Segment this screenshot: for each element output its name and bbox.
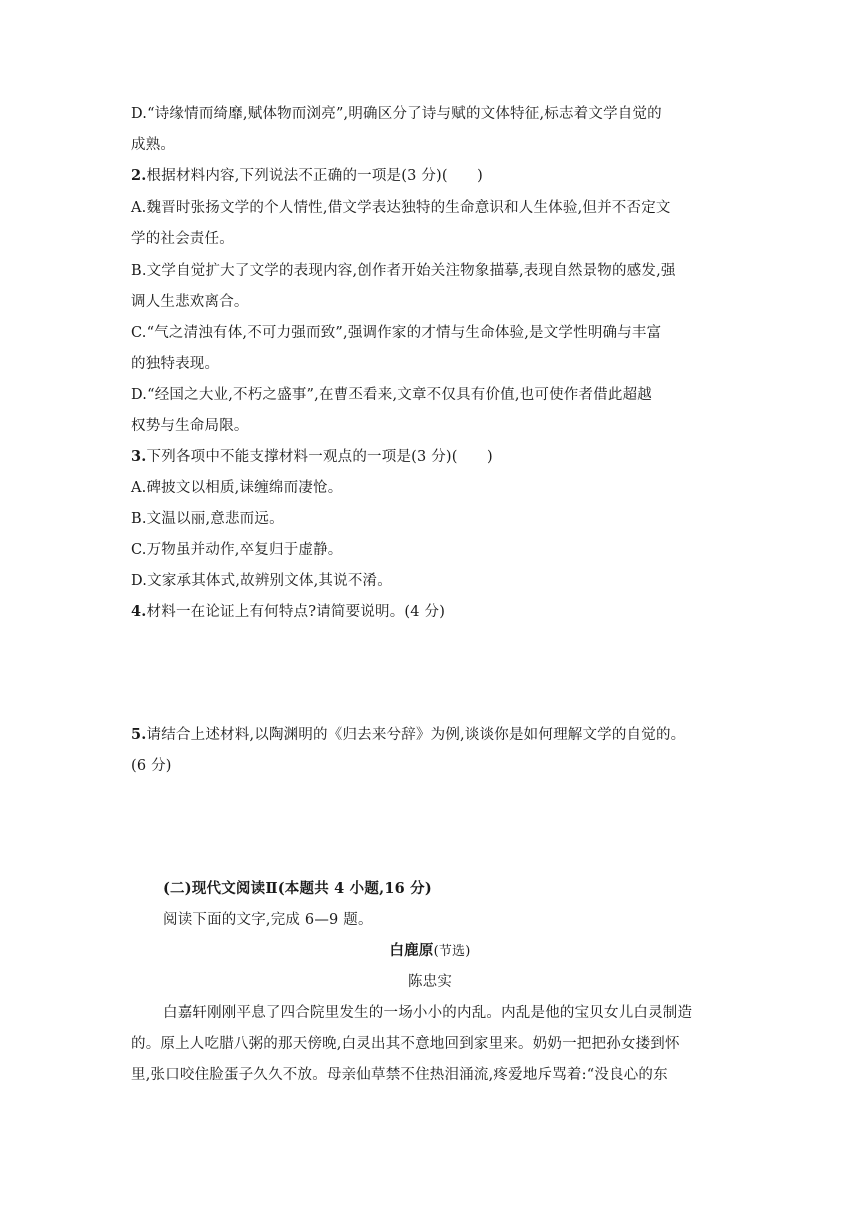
q1-option-d-line2: 成熟。 xyxy=(131,137,176,153)
q1-option-d-line1: D.“诗缘情而绮靡,赋体物而浏亮”,明确区分了诗与赋的文体特征,标志着文学自觉的 xyxy=(131,106,662,122)
q2-stem-text: 根据材料内容,下列说法不正确的一项是(3 分)( ) xyxy=(146,168,484,184)
q3-stem-text: 下列各项中不能支撑材料一观点的一项是(3 分)( ) xyxy=(146,449,493,465)
q2-option-b-line1: B.文学自觉扩大了文学的表现内容,创作者开始关注物象描摹,表现自然景物的感发,强 xyxy=(131,263,676,279)
q4-stem xyxy=(131,602,731,622)
q2-option-c-line2: 的独特表现。 xyxy=(131,356,220,372)
q3-option-d: D.文家承其体式,故辨别文体,其说不淆。 xyxy=(131,573,392,589)
q5-stem-text: 请结合上述材料,以陶渊明的《归去来兮辞》为例,谈谈你是如何理解文学的自觉的。 xyxy=(146,727,686,743)
q4-stem-text: 材料一在论证上有何特点?请简要说明。(4 分) xyxy=(146,604,446,620)
q3-stem xyxy=(131,447,731,467)
q3-number: 3. xyxy=(131,448,147,465)
passage-p1-line1: 白嘉轩刚刚平息了四合院里发生的一场小小的内乱。内乱是他的宝贝女儿白灵制造 xyxy=(163,1005,693,1021)
q2-option-c-line1: C.“气之清浊有体,不可力强而致”,强调作家的才情与生命体验,是文学性明确与丰富 xyxy=(131,325,662,341)
q5-stem-line1 xyxy=(131,725,736,745)
q2-number: 2. xyxy=(131,167,147,184)
q2-option-b-line2: 调人生悲欢离合。 xyxy=(131,294,249,310)
passage-p1-line2: 的。原上人吃腊八粥的那天傍晚,白灵出其不意地回到家里来。奶奶一把把孙女搂到怀 xyxy=(131,1036,680,1052)
section2-instruction: 阅读下面的文字,完成 6—9 题。 xyxy=(163,912,373,928)
passage-title xyxy=(0,941,860,962)
section2-heading: (二)现代文阅读Ⅱ(本题共 4 小题,16 分) xyxy=(163,880,432,897)
q2-option-a-line2: 学的社会责任。 xyxy=(131,231,234,247)
q2-option-d-line2: 权势与生命局限。 xyxy=(131,418,249,434)
passage-title-sub: (节选) xyxy=(433,944,471,959)
q2-option-a-line1: A.魏晋时张扬文学的个人情性,借文学表达独特的生命意识和人生体验,但并不否定文 xyxy=(131,200,671,216)
passage-title-main: 白鹿原 xyxy=(389,942,434,959)
q3-option-b: B.文温以丽,意悲而远。 xyxy=(131,511,284,527)
q4-number: 4. xyxy=(131,603,147,620)
q2-stem xyxy=(131,166,731,186)
passage-author: 陈忠实 xyxy=(407,974,453,990)
q3-option-c: C.万物虽并动作,卒复归于虚静。 xyxy=(131,542,343,558)
passage-p1-line3: 里,张口咬住脸蛋子久久不放。母亲仙草禁不住热泪涌流,疼爱地斥骂着:“没良心的东 xyxy=(131,1067,668,1083)
q5-number: 5. xyxy=(131,726,147,743)
q5-stem-line2: (6 分) xyxy=(131,758,172,774)
q2-option-d-line1: D.“经国之大业,不朽之盛事”,在曹丕看来,文章不仅具有价值,也可使作者借此超越 xyxy=(131,387,652,403)
q3-option-a: A.碑披文以相质,诔缠绵而凄怆。 xyxy=(131,480,343,496)
